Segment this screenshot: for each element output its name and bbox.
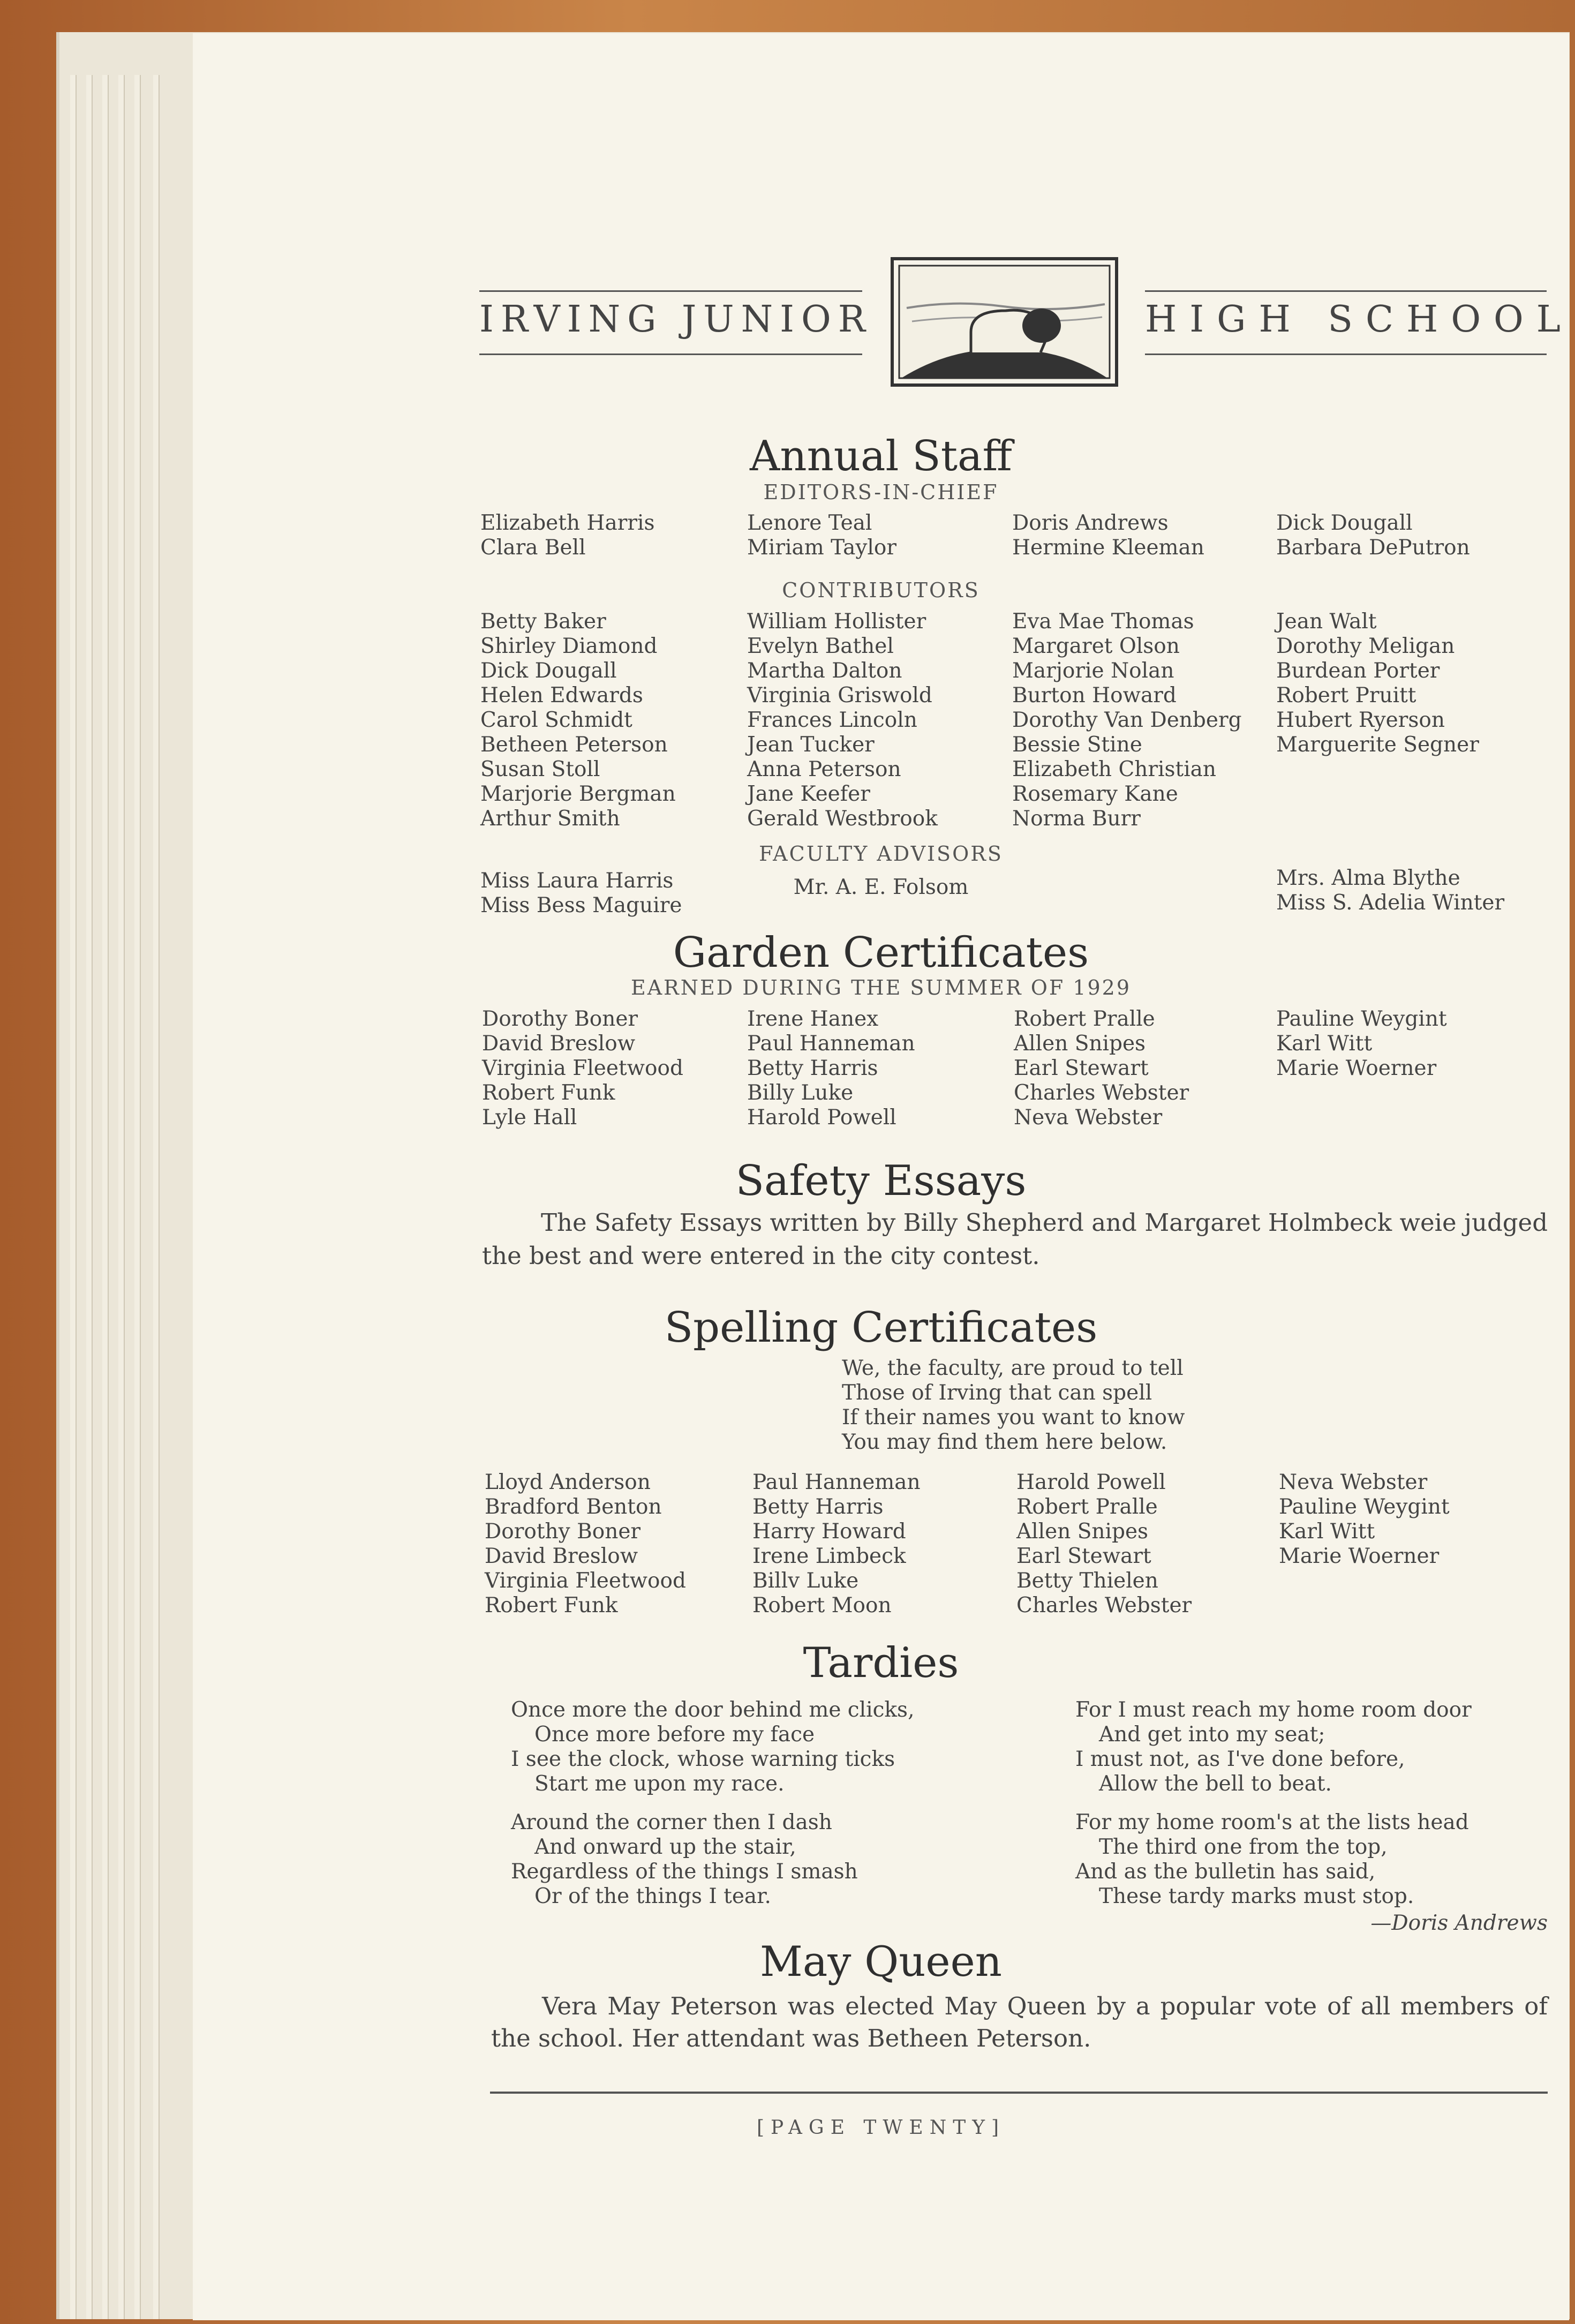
- faculty-column-2: Mr. A. E. Folsom: [793, 875, 969, 899]
- contributors-label: CONTRIBUTORS: [782, 578, 980, 602]
- header-rule-bottom-left: [479, 354, 862, 355]
- header-rule-top-left: [479, 290, 862, 292]
- editors-column-3: Doris Andrews Hermine Kleeman: [1012, 511, 1204, 560]
- page-number: [PAGE TWENTY]: [756, 2117, 1006, 2139]
- safety-title: Safety Essays: [735, 1157, 1027, 1205]
- spelling-column-2: Paul Hanneman Betty Harris Harry Howard Irene Limbeck Billv Luke Robert Moon: [752, 1470, 921, 1618]
- spelling-column-3: Harold Powell Robert Pralle Allen Snipes Earl Stewart Betty Thielen Charles Webster: [1016, 1470, 1192, 1618]
- spelling-column-4: Neva Webster Pauline Weygint Karl Witt Marie Woerner: [1279, 1470, 1450, 1568]
- editors-label: EDITORS-IN-CHIEF: [763, 480, 999, 504]
- header-rule-bottom-right: [1145, 354, 1547, 355]
- garden-column-2: Irene Hanex Paul Hanneman Betty Harris Billy Luke Harold Powell: [747, 1007, 915, 1130]
- garden-column-1: Dorothy Boner David Breslow Virginia Fleetwood Robert Funk Lyle Hall: [482, 1007, 683, 1130]
- safety-paragraph: The Safety Essays written by Billy Shepherd and Margaret Holmbeck weie judged the best and were entered in the city contest.: [482, 1208, 1548, 1270]
- yearbook-page: [193, 33, 1573, 2320]
- tardies-author: —Doris Andrews: [1370, 1911, 1548, 1935]
- faculty-label: FACULTY ADVISORS: [759, 842, 1003, 866]
- contributors-column-3: Eva Mae Thomas Margaret Olson Marjorie Nolan Burton Howard Dorothy Van Denberg Bessie Stine Elizabeth Christian Rosemary Kane Norma Burr: [1012, 610, 1242, 831]
- contributors-column-1: Betty Baker Shirley Diamond Dick Dougall Helen Edwards Carol Schmidt Betheen Peterson Susan Stoll Marjorie Bergman Arthur Smith: [480, 610, 676, 831]
- tardies-stanza-4: For my home room's at the lists head The third one from the top, And as the bulletin has said, These tardy marks must stop.: [1075, 1810, 1469, 1908]
- faculty-column-3: Mrs. Alma Blythe Miss S. Adelia Winter: [1276, 866, 1505, 915]
- tardies-stanza-1: Once more the door behind me clicks, Once more before my face I see the clock, whose warning ticks Start me upon my race.: [511, 1698, 915, 1796]
- tardies-title: Tardies: [803, 1639, 959, 1687]
- garden-column-4: Pauline Weygint Karl Witt Marie Woerner: [1276, 1007, 1447, 1080]
- editors-column-4: Dick Dougall Barbara DePutron: [1276, 511, 1470, 560]
- header-rule-top-right: [1145, 290, 1547, 292]
- tardies-stanza-2: Around the corner then I dash And onward up the stair, Regardless of the things I smash Or of the things I tear.: [511, 1810, 858, 1908]
- header-left-text: IRVING JUNIOR: [479, 298, 872, 341]
- tardies-stanza-3: For I must reach my home room door And get into my seat; I must not, as I've done before, Allow the bell to beat.: [1075, 1698, 1472, 1796]
- spelling-column-1: Lloyd Anderson Bradford Benton Dorothy Boner David Breslow Virginia Fleetwood Robert Funk: [485, 1470, 686, 1618]
- spelling-title: Spelling Certificates: [664, 1304, 1098, 1352]
- annual-staff-title: Annual Staff: [750, 432, 1012, 480]
- garden-column-3: Robert Pralle Allen Snipes Earl Stewart Charles Webster Neva Webster: [1014, 1007, 1189, 1130]
- garden-subtitle: EARNED DURING THE SUMMER OF 1929: [630, 976, 1132, 999]
- editors-column-1: Elizabeth Harris Clara Bell: [480, 511, 655, 560]
- may-queen-title: May Queen: [760, 1938, 1002, 1986]
- header-right-text: HIGH SCHOOL: [1145, 298, 1573, 341]
- contributors-column-4: Jean Walt Dorothy Meligan Burdean Porter Robert Pruitt Hubert Ryerson Marguerite Segner: [1276, 610, 1479, 757]
- bison-emblem-icon: [891, 257, 1118, 387]
- editors-column-2: Lenore Teal Miriam Taylor: [747, 511, 897, 560]
- faculty-column-1: Miss Laura Harris Miss Bess Maguire: [480, 869, 682, 917]
- spelling-verse: We, the faculty, are proud to tell Those of Irving that can spell If their names you want to know You may find them here below.: [842, 1356, 1185, 1454]
- footer-rule: [490, 2092, 1548, 2094]
- contributors-column-2: William Hollister Evelyn Bathel Martha Dalton Virginia Griswold Frances Lincoln Jean Tucker Anna Peterson Jane Keefer Gerald Westbrook: [747, 610, 938, 831]
- may-queen-paragraph: Vera May Peterson was elected May Queen by a popular vote of all members of the school. Her attendant was Betheen Peterson.: [491, 1992, 1548, 2052]
- garden-title: Garden Certificates: [673, 929, 1089, 977]
